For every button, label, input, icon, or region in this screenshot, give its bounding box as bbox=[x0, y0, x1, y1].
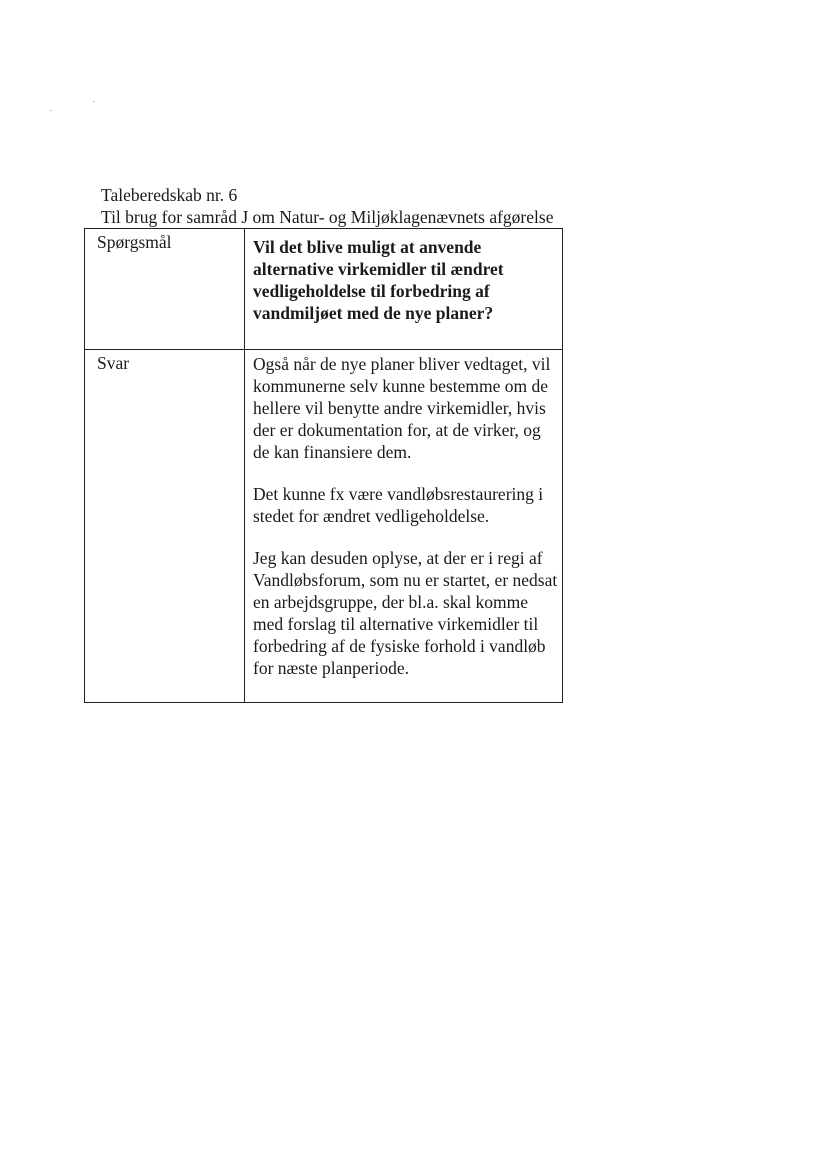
answer-row bbox=[85, 350, 563, 703]
answer-paragraph: Også når de nye planer bliver vedtaget, vil kommunerne selv kunne bestemme om de hellere vil benytte andre virkemidler, hvis der er dokumentation for, at de virker, og de kan finansiere dem. bbox=[253, 354, 551, 462]
scan-speck bbox=[50, 110, 52, 111]
answer-label: Svar bbox=[85, 350, 245, 703]
document-subtitle: Til brug for samråd J om Natur- og Miljøklagenævnets afgørelse bbox=[101, 207, 554, 227]
question-row bbox=[85, 229, 563, 350]
scan-speck bbox=[93, 101, 95, 102]
answer-paragraph: Det kunne fx være vandløbsrestaurering i stedet for ændret vedligeholdelse. bbox=[253, 484, 544, 526]
qa-table bbox=[84, 228, 563, 703]
question-cell bbox=[245, 229, 563, 350]
question-label: Spørgsmål bbox=[85, 229, 245, 350]
answer-cell bbox=[245, 350, 563, 703]
answer-paragraph: Jeg kan desuden oplyse, at der er i regi af Vandløbsforum, som nu er startet, er nedsat en arbejdsgruppe, der bl.a. skal komme med forslag til alternative virkemidler til forbedring af de fysiske forhold i vandløb for næste planperiode. bbox=[253, 548, 558, 678]
document-title: Taleberedskab nr. 6 bbox=[101, 185, 238, 205]
question-text: Vil det blive muligt at anvende alternative virkemidler til ændret vedligeholdelse til forbedring af vandmiljøet med de nye planer? bbox=[253, 237, 504, 323]
